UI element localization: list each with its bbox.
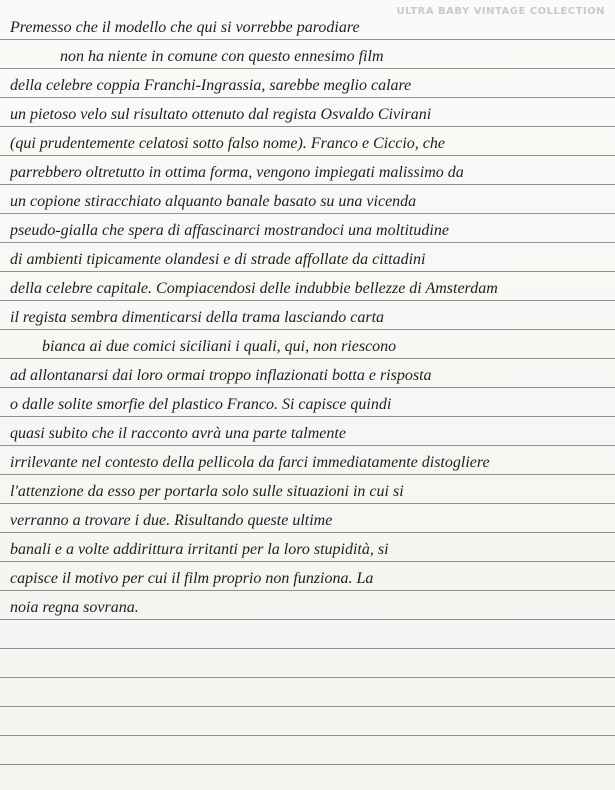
handwritten-line: Premesso che il modello che qui si vorrebbe parodiare: [10, 19, 360, 36]
handwritten-line: capisce il motivo per cui il film proprio non funziona. La: [10, 570, 374, 587]
handwritten-line: della celebre coppia Franchi-Ingrassia, sarebbe meglio calare: [10, 77, 412, 94]
handwritten-line: della celebre capitale. Compiacendosi delle indubbie bellezze di Amsterdam: [10, 280, 498, 297]
handwritten-line: banali e a volte addirittura irritanti per la loro stupidità, si: [10, 541, 389, 558]
handwritten-line: ad allontanarsi dai loro ormai troppo inflazionati botta e risposta: [10, 367, 432, 384]
handwritten-line: non ha niente in comune con questo ennesimo film: [60, 48, 384, 65]
handwritten-line: parrebbero oltretutto in ottima forma, vengono impiegati malissimo da: [10, 164, 464, 181]
handwritten-line: di ambienti tipicamente olandesi e di strade affollate da cittadini: [10, 251, 426, 268]
handwritten-line: o dalle solite smorfie del plastico Franco. Si capisce quindi: [10, 396, 392, 413]
handwritten-line: un copione stiracchiato alquanto banale basato su una vicenda: [10, 193, 417, 210]
handwritten-line: l'attenzione da esso per portarla solo sulle situazioni in cui si: [10, 483, 404, 500]
handwritten-line: irrilevante nel contesto della pellicola da farci immediatamente distogliere: [10, 454, 490, 471]
handwritten-line: (qui prudentemente celatosi sotto falso nome). Franco e Ciccio, che: [10, 135, 446, 152]
handwritten-line: noia regna sovrana.: [10, 599, 139, 616]
watermark-text: ULTRA BABY VINTAGE COLLECTION: [396, 6, 605, 17]
handwritten-line: pseudo-gialla che spera di affascinarci mostrandoci una moltitudine: [10, 222, 449, 239]
handwritten-line: bianca ai due comici siciliani i quali, qui, non riescono: [42, 338, 397, 355]
handwritten-line: un pietoso velo sul risultato ottenuto dal regista Osvaldo Civirani: [10, 106, 432, 123]
handwritten-line: verranno a trovare i due. Risultando queste ultime: [10, 512, 333, 529]
handwritten-line: quasi subito che il racconto avrà una parte talmente: [10, 425, 346, 442]
handwritten-line: il regista sembra dimenticarsi della trama lasciando carta: [10, 309, 385, 326]
